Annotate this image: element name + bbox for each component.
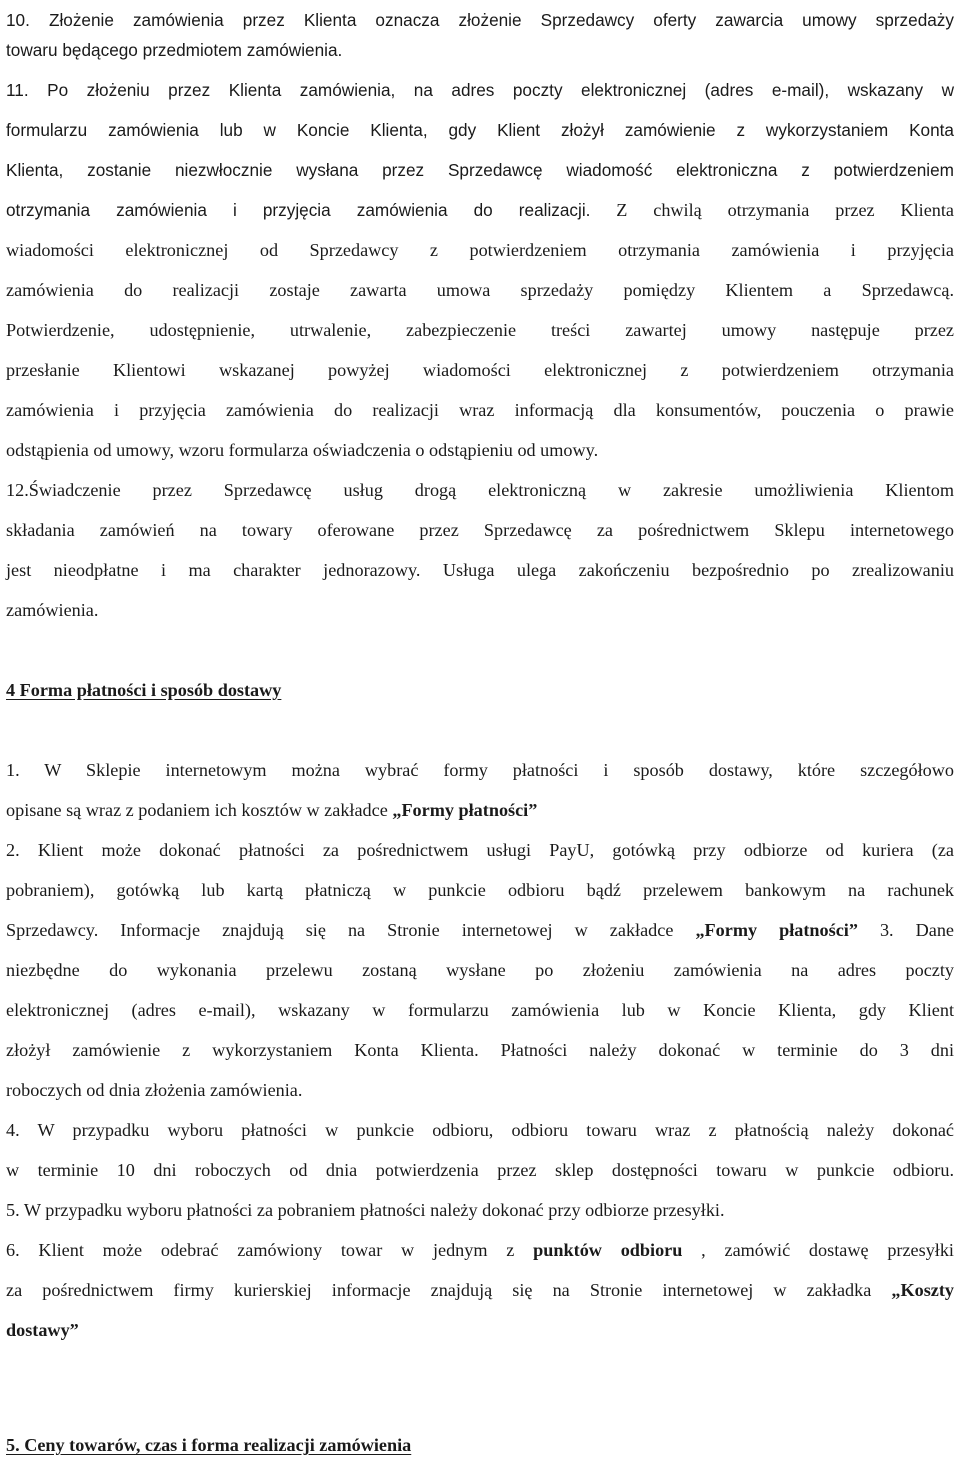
text-line: 5. W przypadku wyboru płatności za pobraniem płatności należy dokonać przy odbiorze przesyłki. [6,1200,725,1220]
text-line: 12.Świadczenie przez Sprzedawcę usług drogą elektroniczną w zakresie umożliwienia Klientom [6,480,954,500]
text-line [6,1310,954,1350]
text-line: wiadomości elektronicznej od Sprzedawcy z potwierdzeniem otrzymania zamówienia i przyjęcia [6,240,954,260]
text-line: składania zamówień na towary oferowane przez Sprzedawcę za pośrednictwem Sklepu internetowego [6,520,954,540]
text-line: pobraniem), gotówką lub kartą płatniczą w punkcie odbioru bądź przelewem bankowym na rachunek [6,880,954,900]
pickup-points-ref: punktów odbioru [533,1240,683,1260]
delivery-costs-tab-ref: dostawy” [6,1320,79,1340]
text-line: 10. Złożenie zamówienia przez Klienta oznacza złożenie Sprzedawcy oferty zawarcia umowy sprzedaży [6,10,954,30]
text-line: zamówienia i przyjęcia zamówienia do realizacji wraz informacją dla konsumentów, pouczenia o prawie [6,400,954,420]
text-line: otrzymania zamówienia i przyjęcia zamówienia do realizacji. Z chwilą otrzymania przez Klienta [6,200,954,220]
text-line: 11. Po złożeniu przez Klienta zamówienia, na adres poczty elektronicznej (adres e-mail), wskazany w [6,80,954,100]
text-line: formularzu zamówienia lub w Koncie Klienta, gdy Klient złożył zamówienie z wykorzystaniem Konta [6,120,954,140]
forms-of-payment-tab-ref: „Formy płatności” [695,920,858,940]
text-line: 6. Klient może odebrać zamówiony towar w jednym z punktów odbioru , zamówić dostawę przesyłki [6,1240,954,1260]
text-line: w terminie 10 dni roboczych od dnia potwierdzenia przez sklep dostępności towaru w punkcie odbioru. [6,1160,954,1180]
text-line: złożył zamówienie z wykorzystaniem Konta Klienta. Płatności należy dokonać w terminie do 3 dni [6,1040,954,1060]
text-line: jest nieodpłatne i ma charakter jednorazowy. Usługa ulega zakończeniu bezpośrednio po zrealizowaniu [6,560,954,580]
section-heading-4: 4 Forma płatności i sposób dostawy [6,680,282,700]
section-heading-5: 5. Ceny towarów, czas i forma realizacji zamówienia [6,1435,412,1455]
text-line: 4. W przypadku wyboru płatności w punkcie odbioru, odbioru towaru wraz z płatnością należy dokonać [6,1120,954,1140]
text-line: elektronicznej (adres e-mail), wskazany w formularzu zamówienia lub w Koncie Klienta, gdy Klient [6,1000,954,1020]
text-line: Klienta, zostanie niezwłocznie wysłana przez Sprzedawcę wiadomość elektroniczna z potwierdzeniem [6,160,954,180]
text-line: towaru będącego przedmiotem zamówienia. [6,40,343,60]
text-line: opisane są wraz z podaniem ich kosztów w zakładce „Formy płatności” [6,800,538,820]
text-line: zamówienia do realizacji zostaje zawarta umowa sprzedaży pomiędzy Klientem a Sprzedawcą. [6,280,954,300]
text-line: roboczych od dnia złożenia zamówienia. [6,1080,303,1100]
text-line: Potwierdzenie, udostępnienie, utrwalenie, zabezpieczenie treści zawartej umowy następuje przez [6,320,954,340]
text-line: za pośrednictwem firmy kurierskiej informacje znajdują się na Stronie internetowej w zakładka „Koszty [6,1280,954,1300]
text-line: Sprzedawcy. Informacje znajdują się na Stronie internetowej w zakładce „Formy płatności” 3. Dane [6,920,954,940]
text-line: 2. Klient może dokonać płatności za pośrednictwem usługi PayU, gotówką przy odbiorze od kuriera (za [6,840,954,860]
forms-of-payment-tab-ref: „Formy płatności” [392,800,538,820]
text-line: 1. W Sklepie internetowym można wybrać formy płatności i sposób dostawy, które szczegółowo [6,760,954,780]
text-line: przesłanie Klientowi wskazanej powyżej wiadomości elektronicznej z potwierdzeniem otrzymania [6,360,954,380]
delivery-costs-tab-ref: „Koszty [891,1280,954,1300]
text-line: odstąpienia od umowy, wzoru formularza oświadczenia o odstąpieniu od umowy. [6,440,599,460]
text-line: zamówienia. [6,600,99,620]
text-line: niezbędne do wykonania przelewu zostaną wysłane po złożeniu zamówienia na adres poczty [6,960,954,980]
